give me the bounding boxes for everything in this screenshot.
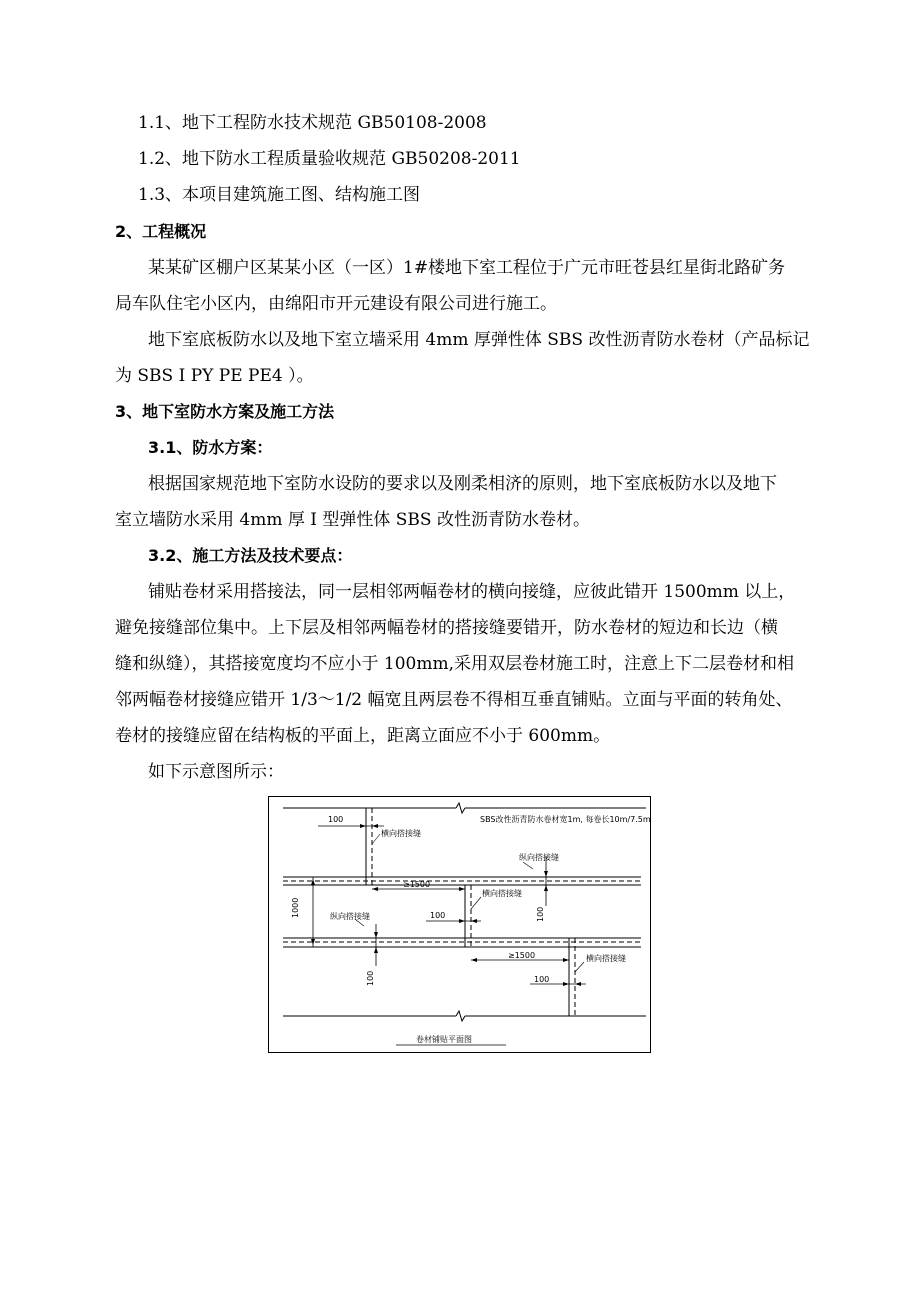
dim-1500-a: ≥1500 xyxy=(403,880,431,889)
overview-p2-line1: 地下室底板防水以及地下室立墙采用 4mm 厚弹性体 SBS 改性沥青防水卷材（产品标记 xyxy=(148,330,810,350)
dim-1000: 1000 xyxy=(291,897,300,918)
method-line2: 避免接缝部位集中。上下层及相邻两幅卷材的搭接缝要错开，防水卷材的短边和长边（横 xyxy=(115,618,778,638)
dim-100-c: 100 xyxy=(536,906,545,922)
plan-line2: 室立墙防水采用 4mm 厚 I 型弹性体 SBS 改性沥青防水卷材。 xyxy=(115,510,590,530)
figure-intro: 如下示意图所示： xyxy=(148,762,284,782)
membrane-layout-diagram xyxy=(268,796,651,1053)
dim-100-b: 100 xyxy=(430,911,446,920)
method-line4: 邻两幅卷材接缝应错开 1/3～1/2 幅宽且两层卷不得相互垂直铺贴。立面与平面的转角处、 xyxy=(115,690,793,710)
ref-1: 1.1、地下工程防水技术规范 GB50108-2008 xyxy=(138,113,487,133)
section-3-1-heading: 3.1、防水方案： xyxy=(148,438,273,457)
note-membrane-spec: SBS改性沥青防水卷材宽1m, 每卷长10m/7.5m xyxy=(480,815,651,824)
dim-100-d: 100 xyxy=(366,970,375,986)
section-3-heading: 3、地下室防水方案及施工方法 xyxy=(115,402,335,421)
overview-p1-line2: 局车队住宅小区内，由绵阳市开元建设有限公司进行施工。 xyxy=(115,294,557,314)
ref-2: 1.2、地下防水工程质量验收规范 GB50208-2011 xyxy=(138,149,521,169)
ref-3: 1.3、本项目建筑施工图、结构施工图 xyxy=(138,185,421,205)
plan-line1: 根据国家规范地下室防水设防的要求以及刚柔相济的原则，地下室底板防水以及地下 xyxy=(148,474,777,494)
dim-1500-b: ≥1500 xyxy=(508,951,536,960)
overview-p2-line2: 为 SBS I PY PE PE4 ）。 xyxy=(115,366,314,386)
dim-100-e: 100 xyxy=(534,975,550,984)
label-longitudinal-joint-2: 纵向搭接缝 xyxy=(330,912,370,921)
section-2-heading: 2、工程概况 xyxy=(115,222,207,241)
label-transverse-joint-1: 横向搭接缝 xyxy=(381,829,421,838)
method-line3: 缝和纵缝），其搭接宽度均不应小于 100mm,采用双层卷材施工时，注意上下二层卷材和相 xyxy=(115,654,794,674)
label-transverse-joint-2: 横向搭接缝 xyxy=(482,889,522,898)
dim-100-a: 100 xyxy=(328,815,344,824)
method-line5: 卷材的接缝应留在结构板的平面上，距离立面应不小于 600mm。 xyxy=(115,726,611,746)
section-3-2-heading: 3.2、施工方法及技术要点： xyxy=(148,546,353,565)
method-line1: 铺贴卷材采用搭接法，同一层相邻两幅卷材的横向接缝，应彼此错开 1500mm 以上， xyxy=(148,582,796,602)
label-longitudinal-joint-1: 纵向搭接缝 xyxy=(519,853,559,862)
label-transverse-joint-3: 横向搭接缝 xyxy=(586,954,626,963)
figure-caption: 卷材铺贴平面图 xyxy=(416,1035,472,1044)
overview-p1-line1: 某某矿区棚户区某某小区（一区）1#楼地下室工程位于广元市旺苍县红星街北路矿务 xyxy=(148,258,786,278)
